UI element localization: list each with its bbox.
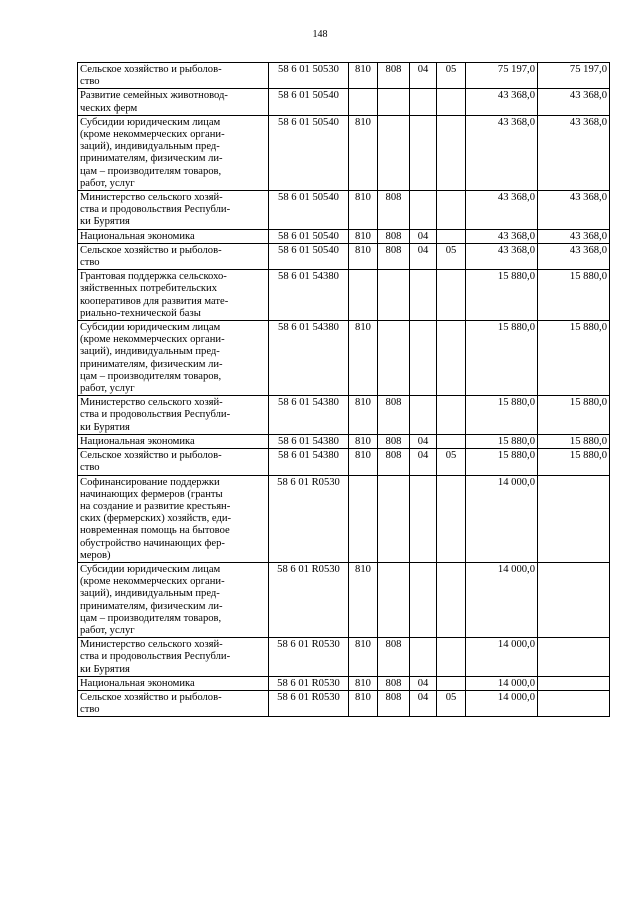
- amount-cell-secondary: 15 880,0: [538, 270, 610, 321]
- table-row: [78, 229, 610, 243]
- expense-type-cell: 810: [349, 321, 378, 396]
- target-code-cell: 58 6 01 50540: [269, 229, 349, 243]
- target-code-cell: 58 6 01 R0530: [269, 690, 349, 716]
- table-row: [78, 449, 610, 475]
- ministry-code-cell: [378, 89, 410, 115]
- expense-type-cell: 810: [349, 676, 378, 690]
- target-code-cell: 58 6 01 50540: [269, 243, 349, 269]
- ministry-code-cell: [378, 321, 410, 396]
- section-cell: 04: [410, 229, 437, 243]
- ministry-code-cell: 808: [378, 396, 410, 435]
- expense-type-cell: 810: [349, 243, 378, 269]
- amount-cell: 43 368,0: [466, 229, 538, 243]
- subsection-cell: [437, 229, 466, 243]
- amount-cell: 75 197,0: [466, 63, 538, 89]
- subsection-cell: [437, 638, 466, 677]
- ministry-code-cell: [378, 475, 410, 562]
- amount-cell: 14 000,0: [466, 475, 538, 562]
- subsection-cell: [437, 562, 466, 637]
- row-name-cell: Субсидии юридическим лицам (кроме некоммерческих органи- заций), индивидуальным пред- принимателям, физическим ли- цам – производителям товаров, работ, услуг: [78, 115, 269, 190]
- expense-type-cell: [349, 270, 378, 321]
- amount-cell: 43 368,0: [466, 89, 538, 115]
- expense-type-cell: 810: [349, 191, 378, 230]
- expense-type-cell: 810: [349, 690, 378, 716]
- table-row: [78, 115, 610, 190]
- amount-cell: 15 880,0: [466, 434, 538, 448]
- amount-cell: 14 000,0: [466, 562, 538, 637]
- subsection-cell: [437, 115, 466, 190]
- ministry-code-cell: [378, 270, 410, 321]
- section-cell: [410, 396, 437, 435]
- subsection-cell: [437, 191, 466, 230]
- row-name-cell: Софинансирование поддержки начинающих фермеров (гранты на создание и развитие крестьян- ских (фермерских) хозяйств, еди- новременная помощь на бытовое обустройство начинающих фер- меров): [78, 475, 269, 562]
- ministry-code-cell: 808: [378, 449, 410, 475]
- expense-type-cell: 810: [349, 434, 378, 448]
- row-name-cell: Сельское хозяйство и рыболов- ство: [78, 690, 269, 716]
- target-code-cell: 58 6 01 54380: [269, 321, 349, 396]
- amount-cell-secondary: 43 368,0: [538, 115, 610, 190]
- amount-cell: 43 368,0: [466, 191, 538, 230]
- row-name-cell: Министерство сельского хозяй- ства и продовольствия Республи- ки Бурятия: [78, 191, 269, 230]
- amount-cell: 15 880,0: [466, 449, 538, 475]
- row-name-cell: Субсидии юридическим лицам (кроме некоммерческих органи- заций), индивидуальным пред- принимателям, физическим ли- цам – производителям товаров, работ, услуг: [78, 321, 269, 396]
- target-code-cell: 58 6 01 R0530: [269, 638, 349, 677]
- amount-cell: 15 880,0: [466, 321, 538, 396]
- amount-cell: 15 880,0: [466, 270, 538, 321]
- table-row: [78, 562, 610, 637]
- subsection-cell: [437, 396, 466, 435]
- table-row: [78, 475, 610, 562]
- ministry-code-cell: 808: [378, 243, 410, 269]
- section-cell: 04: [410, 690, 437, 716]
- amount-cell-secondary: 75 197,0: [538, 63, 610, 89]
- table-row: [78, 89, 610, 115]
- target-code-cell: 58 6 01 54380: [269, 449, 349, 475]
- expense-type-cell: 810: [349, 229, 378, 243]
- ministry-code-cell: 808: [378, 690, 410, 716]
- expense-type-cell: 810: [349, 562, 378, 637]
- target-code-cell: 58 6 01 50530: [269, 63, 349, 89]
- target-code-cell: 58 6 01 50540: [269, 89, 349, 115]
- amount-cell-secondary: [538, 475, 610, 562]
- amount-cell-secondary: 43 368,0: [538, 243, 610, 269]
- section-cell: [410, 562, 437, 637]
- target-code-cell: 58 6 01 54380: [269, 434, 349, 448]
- expense-type-cell: [349, 89, 378, 115]
- budget-table: [77, 62, 610, 717]
- target-code-cell: 58 6 01 50540: [269, 191, 349, 230]
- target-code-cell: 58 6 01 R0530: [269, 562, 349, 637]
- ministry-code-cell: 808: [378, 229, 410, 243]
- subsection-cell: [437, 321, 466, 396]
- section-cell: [410, 191, 437, 230]
- amount-cell: 14 000,0: [466, 690, 538, 716]
- table-row: [78, 63, 610, 89]
- section-cell: [410, 475, 437, 562]
- section-cell: 04: [410, 676, 437, 690]
- subsection-cell: 05: [437, 449, 466, 475]
- expense-type-cell: 810: [349, 396, 378, 435]
- ministry-code-cell: 808: [378, 191, 410, 230]
- row-name-cell: Национальная экономика: [78, 434, 269, 448]
- subsection-cell: [437, 434, 466, 448]
- amount-cell-secondary: 15 880,0: [538, 321, 610, 396]
- section-cell: 04: [410, 63, 437, 89]
- table-row: [78, 321, 610, 396]
- amount-cell-secondary: [538, 690, 610, 716]
- row-name-cell: Национальная экономика: [78, 676, 269, 690]
- section-cell: [410, 321, 437, 396]
- ministry-code-cell: 808: [378, 434, 410, 448]
- table-body: [78, 63, 610, 717]
- ministry-code-cell: 808: [378, 63, 410, 89]
- ministry-code-cell: [378, 115, 410, 190]
- subsection-cell: [437, 676, 466, 690]
- amount-cell-secondary: [538, 562, 610, 637]
- amount-cell: 14 000,0: [466, 638, 538, 677]
- amount-cell-secondary: 43 368,0: [538, 191, 610, 230]
- subsection-cell: [437, 89, 466, 115]
- amount-cell-secondary: 43 368,0: [538, 229, 610, 243]
- row-name-cell: Субсидии юридическим лицам (кроме некоммерческих органи- заций), индивидуальным пред- принимателям, физическим ли- цам – производителям товаров, работ, услуг: [78, 562, 269, 637]
- amount-cell-secondary: 15 880,0: [538, 449, 610, 475]
- section-cell: [410, 270, 437, 321]
- amount-cell: 43 368,0: [466, 243, 538, 269]
- expense-type-cell: [349, 475, 378, 562]
- table-row: [78, 243, 610, 269]
- table-row: [78, 191, 610, 230]
- amount-cell-secondary: 15 880,0: [538, 396, 610, 435]
- amount-cell-secondary: [538, 676, 610, 690]
- row-name-cell: Сельское хозяйство и рыболов- ство: [78, 449, 269, 475]
- amount-cell-secondary: 15 880,0: [538, 434, 610, 448]
- expense-type-cell: 810: [349, 449, 378, 475]
- table-row: [78, 638, 610, 677]
- amount-cell: 15 880,0: [466, 396, 538, 435]
- expense-type-cell: 810: [349, 115, 378, 190]
- section-cell: 04: [410, 243, 437, 269]
- target-code-cell: 58 6 01 54380: [269, 270, 349, 321]
- subsection-cell: 05: [437, 63, 466, 89]
- section-cell: 04: [410, 449, 437, 475]
- amount-cell-secondary: 43 368,0: [538, 89, 610, 115]
- row-name-cell: Сельское хозяйство и рыболов- ство: [78, 63, 269, 89]
- section-cell: [410, 638, 437, 677]
- table-row: [78, 690, 610, 716]
- target-code-cell: 58 6 01 R0530: [269, 475, 349, 562]
- target-code-cell: 58 6 01 R0530: [269, 676, 349, 690]
- amount-cell: 14 000,0: [466, 676, 538, 690]
- section-cell: [410, 89, 437, 115]
- subsection-cell: 05: [437, 243, 466, 269]
- table-row: [78, 676, 610, 690]
- row-name-cell: Национальная экономика: [78, 229, 269, 243]
- ministry-code-cell: [378, 562, 410, 637]
- target-code-cell: 58 6 01 54380: [269, 396, 349, 435]
- subsection-cell: 05: [437, 690, 466, 716]
- subsection-cell: [437, 475, 466, 562]
- row-name-cell: Сельское хозяйство и рыболов- ство: [78, 243, 269, 269]
- expense-type-cell: 810: [349, 63, 378, 89]
- expense-type-cell: 810: [349, 638, 378, 677]
- row-name-cell: Министерство сельского хозяй- ства и продовольствия Республи- ки Бурятия: [78, 396, 269, 435]
- section-cell: [410, 115, 437, 190]
- table-row: [78, 396, 610, 435]
- page-number: 148: [312, 29, 328, 40]
- subsection-cell: [437, 270, 466, 321]
- row-name-cell: Грантовая поддержка сельскохо- зяйственных потребительских кооперативов для развития мате- риально-технической базы: [78, 270, 269, 321]
- ministry-code-cell: 808: [378, 638, 410, 677]
- ministry-code-cell: 808: [378, 676, 410, 690]
- table-row: [78, 434, 610, 448]
- row-name-cell: Развитие семейных животновод- ческих ферм: [78, 89, 269, 115]
- table-row: [78, 270, 610, 321]
- target-code-cell: 58 6 01 50540: [269, 115, 349, 190]
- amount-cell: 43 368,0: [466, 115, 538, 190]
- section-cell: 04: [410, 434, 437, 448]
- amount-cell-secondary: [538, 638, 610, 677]
- row-name-cell: Министерство сельского хозяй- ства и продовольствия Республи- ки Бурятия: [78, 638, 269, 677]
